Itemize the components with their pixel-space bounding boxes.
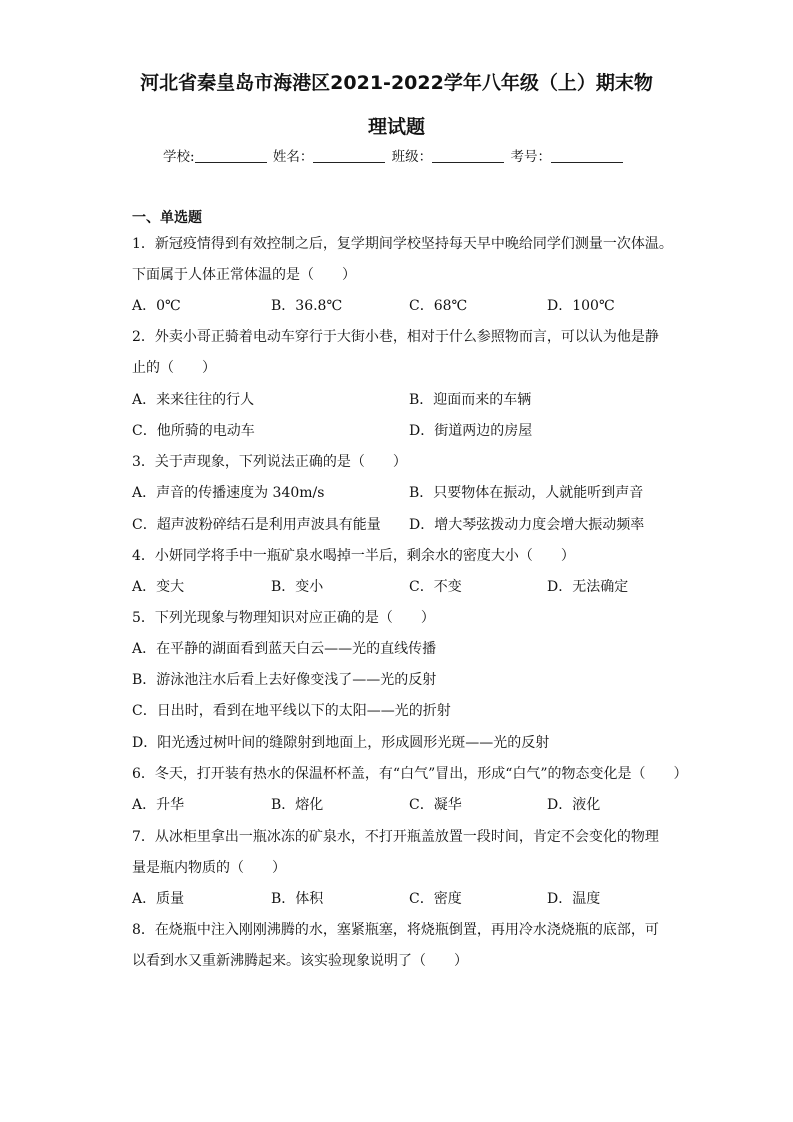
student-info-row (163, 145, 625, 165)
question-8-line-1: 8．在烧瓶中注入刚刚沸腾的水，塞紧瓶塞，将烧瓶倒置，再用冷水浇烧瓶的底部，可 (132, 922, 659, 938)
question-5-option-c: C．日出时，看到在地平线以下的太阳——光的折射 (132, 703, 451, 719)
class-blank[interactable] (432, 148, 504, 163)
class-label: 班级： (391, 149, 433, 165)
question-6-option-b: B．熔化 (271, 797, 324, 813)
question-6-option-d: D．液化 (547, 797, 601, 813)
exam-number-label: 考号： (510, 149, 551, 165)
question-3-line-1: 3．关于声现象，下列说法正确的是（ ） (132, 454, 407, 470)
question-7-line-1: 7．从冰柜里拿出一瓶冰冻的矿泉水，不打开瓶盖放置一段时间，肯定不会变化的物理 (132, 829, 659, 845)
question-2-option-b: B．迎面而来的车辆 (409, 392, 532, 408)
question-6-line-1: 6．冬天，打开装有热水的保温杯杯盖，有“白气”冒出，形成“白气”的物态变化是（ ） (132, 766, 688, 782)
exam-title-line1: 河北省秦皇岛市海港区2021-2022学年八年级（上）期末物 (140, 72, 653, 94)
question-1-option-b: B．36.8℃ (271, 298, 343, 314)
question-7-option-d: D．温度 (547, 891, 601, 907)
question-2-line-2: 止的（ ） (132, 360, 216, 376)
question-1-line-2: 下面属于人体正常体温的是（ ） (132, 267, 356, 283)
question-3-option-c: C．超声波粉碎结石是利用声波具有能量 (132, 517, 381, 533)
name-blank[interactable] (313, 148, 385, 163)
question-4-option-b: B．变小 (271, 579, 324, 595)
question-2-option-c: C．他所骑的电动车 (132, 423, 255, 439)
question-2-option-a: A．来来往往的行人 (132, 392, 255, 408)
question-3-option-b: B．只要物体在振动，人就能听到声音 (409, 485, 644, 501)
question-2-line-1: 2．外卖小哥正骑着电动车穿行于大街小巷，相对于什么参照物而言，可以认为他是静 (132, 329, 659, 345)
question-4-option-d: D．无法确定 (547, 579, 629, 595)
question-5-option-a: A．在平静的湖面看到蓝天白云——光的直线传播 (132, 641, 437, 657)
question-4-option-a: A．变大 (132, 579, 185, 595)
exam-number-blank[interactable] (551, 148, 623, 163)
school-blank[interactable] (195, 148, 267, 163)
section-heading: 一、单选题 (132, 210, 202, 226)
school-label: 学校: (163, 149, 195, 165)
question-7-option-c: C．密度 (409, 891, 462, 907)
question-4-option-c: C．不变 (409, 579, 462, 595)
question-1-option-d: D．100℃ (547, 298, 615, 314)
question-5-option-d: D．阳光透过树叶间的缝隙射到地面上，形成圆形光斑——光的反射 (132, 735, 550, 751)
question-6-option-c: C．凝华 (409, 797, 462, 813)
question-8-line-2: 以看到水又重新沸腾起来。该实验现象说明了（ ） (132, 953, 468, 969)
question-7-line-2: 量是瓶内物质的（ ） (132, 860, 286, 876)
question-1-line-1: 1．新冠疫情得到有效控制之后，复学期间学校坚持每天早中晚给同学们测量一次体温。 (132, 236, 673, 252)
question-3-option-a: A．声音的传播速度为 340m/s (132, 485, 325, 501)
question-1-option-c: C．68℃ (409, 298, 468, 314)
question-6-option-a: A．升华 (132, 797, 185, 813)
question-1-option-a: A．0℃ (132, 298, 181, 314)
name-label: 姓名： (272, 149, 314, 165)
question-2-option-d: D．街道两边的房屋 (409, 423, 533, 439)
question-5-option-b: B．游泳池注水后看上去好像变浅了——光的反射 (132, 672, 437, 688)
question-3-option-d: D．增大琴弦拨动力度会增大振动频率 (409, 517, 645, 533)
question-5-line-1: 5．下列光现象与物理知识对应正确的是（ ） (132, 610, 435, 626)
question-7-option-b: B．体积 (271, 891, 324, 907)
exam-title-line2: 理试题 (367, 116, 425, 138)
question-4-line-1: 4．小妍同学将手中一瓶矿泉水喝掉一半后，剩余水的密度大小（ ） (132, 548, 575, 564)
question-7-option-a: A．质量 (132, 891, 185, 907)
